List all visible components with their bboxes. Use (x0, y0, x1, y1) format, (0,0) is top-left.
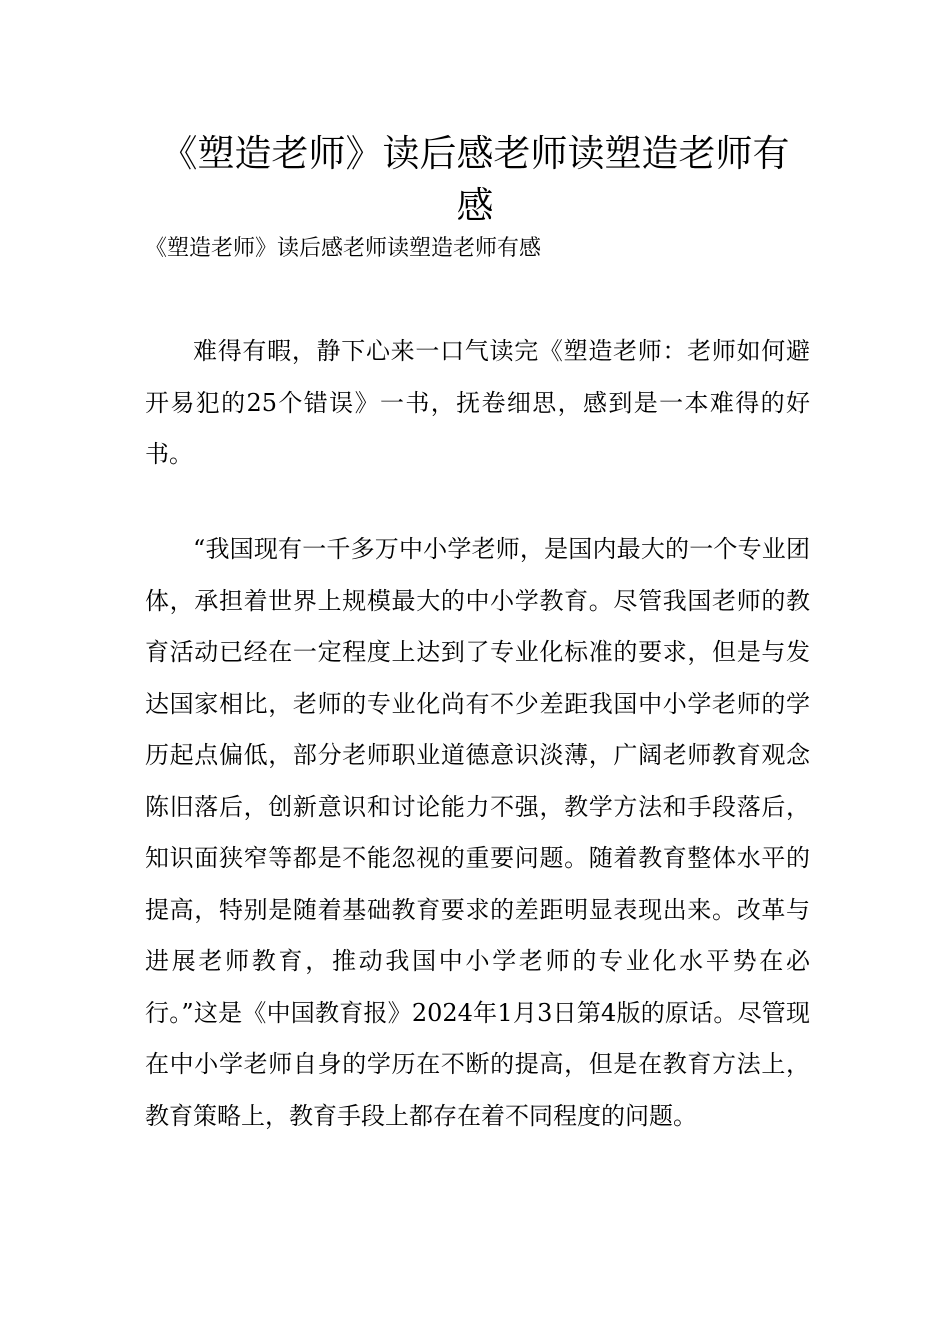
paragraph-1: 难得有暇，静下心来一口气读完《塑造老师：老师如何避开易犯的25个错误》一书，抚卷细思，感到是一本难得的好书。 (145, 337, 810, 468)
document-subtitle: 《塑造老师》读后感老师读塑造老师有感 (145, 236, 542, 261)
paragraph-2: “我国现有一千多万中小学老师，是国内最大的一个专业团体，承担着世界上规模最大的中小学教育。尽管我国老师的教育活动已经在一定程度上达到了专业化标准的要求，但是与发达国家相比，老师的专业化尚有不少差距我国中小学老师的学历起点偏低，部分老师职业道德意识淡薄，广阔老师教育观念陈旧落后，创新意识和讨论能力不强，教学方法和手段落后，知识面狭窄等都是不能忽视的重要问题。随着教育整体水平的提高，特别是随着基础教育要求的差距明显表现出来。改革与进展老师教育，推动我国中小学老师的专业化水平势在必行。”这是《中国教育报》2024年1月3日第4版的原话。尽管现在中小学老师自身的学历在不断的提高，但是在教育方法上，教育策略上，教育手段上都存在着不同程度的问题。 (145, 535, 810, 1130)
document-title: 《塑造老师》读后感老师读塑造老师有感 (160, 132, 790, 227)
